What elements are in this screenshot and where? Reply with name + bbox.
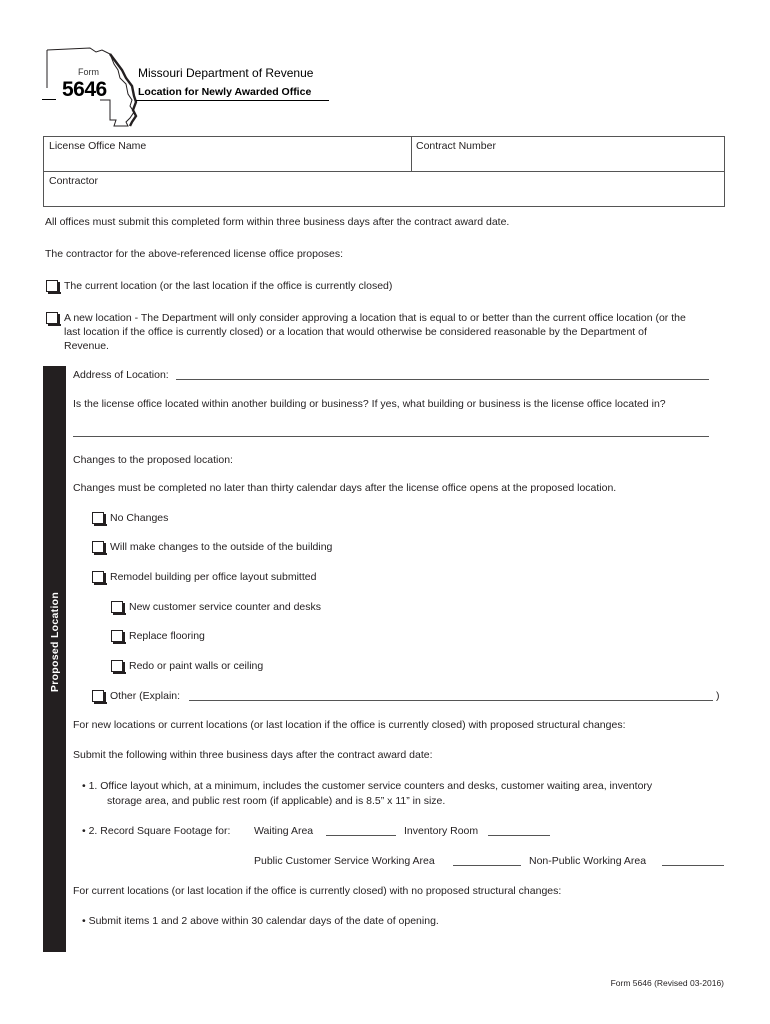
flooring-label: Replace flooring xyxy=(129,630,205,642)
remodel-label: Remodel building per office layout submitted xyxy=(110,571,317,583)
no-structural-heading: For current locations (or last location if the office is currently closed) with no proposed structural changes: xyxy=(73,885,562,897)
walls-checkbox[interactable] xyxy=(111,660,123,672)
new-location-label-line2: last location if the office is currently closed) or a location that would otherwise be considered reasonable by the Department of xyxy=(64,326,647,338)
counter-checkbox[interactable] xyxy=(111,601,123,613)
address-label: Address of Location: xyxy=(73,369,169,381)
intro-proposes: The contractor for the above-referenced license office proposes: xyxy=(45,248,344,260)
no-changes-label: No Changes xyxy=(110,512,169,524)
sidebar-label: Proposed Location xyxy=(49,591,61,693)
inventory-room-label: Inventory Room xyxy=(404,825,479,837)
changes-deadline: Changes must be completed no later than thirty calendar days after the license office opens at the proposed location. xyxy=(73,482,617,494)
counter-label: New customer service counter and desks xyxy=(129,601,321,613)
form-number-dash xyxy=(42,99,56,100)
other-checkbox[interactable] xyxy=(92,690,104,702)
within-building-input[interactable] xyxy=(73,436,709,437)
remodel-checkbox[interactable] xyxy=(92,571,104,583)
changes-heading: Changes to the proposed location: xyxy=(73,454,233,466)
no-changes-checkbox[interactable] xyxy=(92,512,104,524)
structural-heading: For new locations or current locations (or last location if the office is currently closed) with proposed structural changes: xyxy=(73,719,626,731)
submit-items-note: • Submit items 1 and 2 above within 30 calendar days of the date of opening. xyxy=(82,915,439,927)
table-divider-vertical xyxy=(411,137,412,171)
form-label: Form xyxy=(78,67,99,77)
item1-line2: storage area, and public rest room (if applicable) and is 8.5” x 11” in size. xyxy=(107,795,446,807)
contractor-field[interactable]: Contractor xyxy=(49,175,99,187)
address-input[interactable] xyxy=(176,379,709,380)
other-explain-input[interactable] xyxy=(189,700,713,701)
waiting-area-input[interactable] xyxy=(326,835,396,836)
table-divider-horizontal xyxy=(44,171,724,172)
other-label: Other (Explain: xyxy=(110,690,181,702)
intro-instruction: All offices must submit this completed form within three business days after the contract award date. xyxy=(45,216,510,228)
license-office-name-field[interactable]: License Office Name xyxy=(49,140,147,152)
new-location-label-line1: A new location - The Department will only consider approving a location that is equal to or better than the current office location (or the xyxy=(64,312,686,324)
outside-changes-checkbox[interactable] xyxy=(92,541,104,553)
new-location-label-line3: Revenue. xyxy=(64,340,109,352)
inventory-room-input[interactable] xyxy=(488,835,550,836)
other-close-paren: ) xyxy=(716,690,720,702)
current-location-label: The current location (or the last location if the office is currently closed) xyxy=(64,280,393,292)
waiting-area-label: Waiting Area xyxy=(254,825,314,837)
submit-heading: Submit the following within three business days after the contract award date: xyxy=(73,749,433,761)
nonpublic-area-input[interactable] xyxy=(662,865,724,866)
department-name: Missouri Department of Revenue xyxy=(138,66,314,80)
form-number: 5646 xyxy=(62,78,107,101)
current-location-checkbox[interactable] xyxy=(46,280,58,292)
walls-label: Redo or paint walls or ceiling xyxy=(129,660,264,672)
form-title: Location for Newly Awarded Office xyxy=(138,86,312,98)
public-area-label: Public Customer Service Working Area xyxy=(254,855,435,867)
public-area-input[interactable] xyxy=(453,865,521,866)
license-info-table xyxy=(43,136,725,207)
nonpublic-area-label: Non-Public Working Area xyxy=(529,855,647,867)
within-building-question: Is the license office located within another building or business? If yes, what building or business is the license office located in? xyxy=(73,398,666,410)
form-revision: Form 5646 (Revised 03-2016) xyxy=(610,978,724,988)
contract-number-field[interactable]: Contract Number xyxy=(416,140,496,152)
item1-line1: • 1. Office layout which, at a minimum, includes the customer service counters and desks, customer waiting area, inventory xyxy=(82,780,653,792)
item2-label: • 2. Record Square Footage for: xyxy=(82,825,231,837)
title-underline xyxy=(136,100,329,101)
outside-changes-label: Will make changes to the outside of the building xyxy=(110,541,333,553)
new-location-checkbox[interactable] xyxy=(46,312,58,324)
flooring-checkbox[interactable] xyxy=(111,630,123,642)
